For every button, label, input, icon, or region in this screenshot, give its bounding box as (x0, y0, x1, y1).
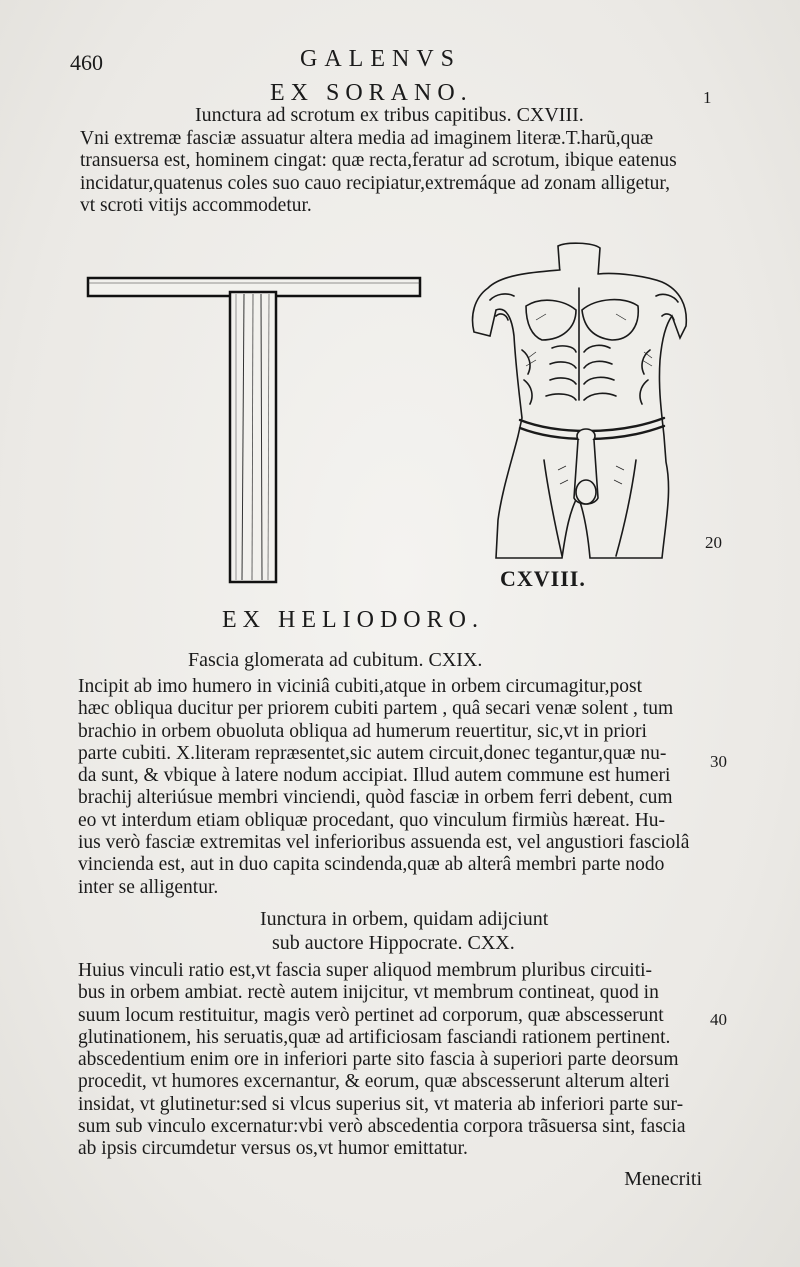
section-heading: EX SORANO. (270, 80, 473, 106)
text-line: ab ipsis circumdetur versus os,vt humor emittatur. (78, 1138, 468, 1160)
t-bandage-illustration (84, 270, 424, 586)
text-line: brachij alteriúsue membri vinciendi, quòd fasciæ in orbem ferri debent, cum (78, 787, 673, 809)
text-line: inter se alligentur. (78, 876, 219, 898)
text-line: Huius vinculi ratio est,vt fascia super aliquod membrum pluribus circuiti- (78, 960, 653, 981)
text-line: sum sub vinculo excernatur:vbi verò abscedentia corpora trãsuersa sint, fascia (78, 1116, 686, 1138)
text-line: incidatur,quatenus coles suo cauo recipiatur,extremáque ad zonam alligetur, (80, 172, 671, 194)
section-heading: EX HELIODORO. (222, 607, 484, 633)
paragraph (80, 128, 677, 217)
text-line: glutinationem, his seruatis,quæ ad artificiosam fasciandi rationem pertinent. (78, 1026, 671, 1048)
margin-number: 20 (705, 533, 722, 552)
text-line: suum locum restituitur, magis verò pertinet ad corporum, quæ abscesserunt (78, 1004, 664, 1026)
margin-number: 40 (710, 1010, 727, 1029)
catchword: Menecriti (624, 1168, 702, 1190)
section-subtitle: Iunctura ad scrotum ex tribus capitibus. CXVIII. (195, 104, 584, 126)
margin-number: 1 (703, 88, 712, 107)
page-number: 460 (70, 50, 103, 75)
running-title: GALENVS (300, 46, 461, 72)
section-subtitle: sub auctore Hippocrate. CXX. (272, 932, 515, 954)
text-line: hæc obliqua ducitur per priorem cubiti partem , quâ secari venæ solent , tum (78, 698, 674, 720)
text-line: abscedentium enim ore in inferiori parte sito fascia à superiori parte deorsum (78, 1049, 679, 1071)
margin-number: 30 (710, 752, 727, 771)
text-line: parte cubiti. X.literam repræsentet,sic autem circuit,donec tegantur,quæ nu- (78, 742, 667, 764)
text-line: eo vt interdum etiam obliquæ procedant, quo vinculum firmiùs hæreat. Hu- (78, 809, 666, 831)
text-line: vt scroti vitijs accommodetur. (80, 194, 312, 216)
torso-illustration (466, 240, 691, 568)
figure-caption: CXVIII. (500, 566, 586, 591)
text-line: brachio in orbem obuoluta obliqua ad humerum reuertitur, sic,vt in priori (78, 720, 647, 742)
text-line: insidat, vt glutinetur:sed si vlcus superius sit, vt materia ab inferiori parte sur- (78, 1093, 684, 1115)
section-subtitle: Fascia glomerata ad cubitum. CXIX. (188, 649, 483, 671)
text-line: bus in orbem ambiat. rectè autem inijcitur, vt membrum contineat, quod in (78, 982, 659, 1004)
text-line: Vni extremæ fasciæ assuatur altera media ad imaginem literæ.T.harũ,quæ (80, 128, 654, 149)
section-subtitle: Iunctura in orbem, quidam adijciunt (260, 908, 549, 930)
text-line: ius verò fasciæ extremitas vel inferioribus assuenda est, vel angustiori fasciolâ (78, 832, 690, 854)
text-line: Incipit ab imo humero in viciniâ cubiti,atque in orbem circumagitur,post (78, 676, 643, 697)
paragraph (78, 960, 686, 1161)
paragraph (78, 676, 689, 899)
text-line: procedit, vt humores excernantur, & eorum, quæ abscesserunt alterum alteri (78, 1071, 670, 1093)
text-line: vincienda est, aut in duo capita scindenda,quæ ab alterâ membri parte nodo (78, 854, 665, 876)
text-line: da sunt, & vbique à latere nodum accipiat. Illud autem commune est humeri (78, 765, 671, 787)
text-line: transuersa est, hominem cingat: quæ recta,feratur ad scrotum, ibique eatenus (80, 150, 677, 172)
